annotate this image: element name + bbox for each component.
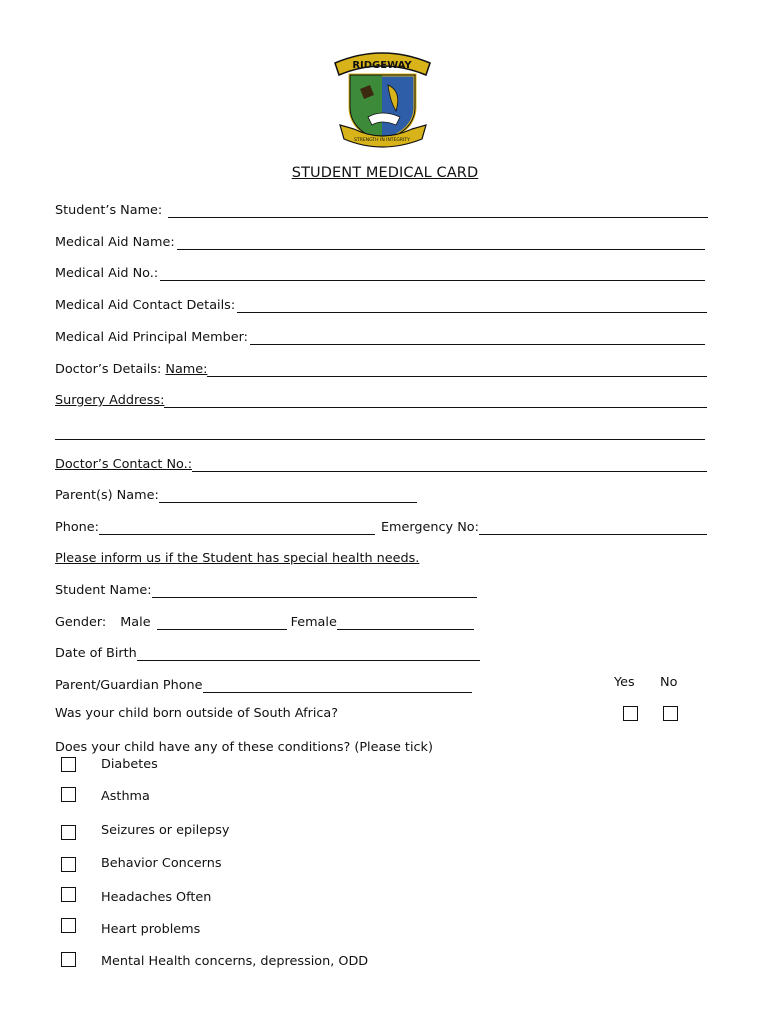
phone-line[interactable] xyxy=(99,520,375,535)
student-name-line[interactable] xyxy=(168,203,708,218)
medical-aid-principal-line[interactable] xyxy=(250,330,705,345)
medical-aid-principal-row xyxy=(55,325,705,345)
medical-aid-contact-label: Medical Aid Contact Details: xyxy=(55,298,236,313)
medical-aid-no-row xyxy=(55,261,705,281)
gender-row xyxy=(55,610,474,630)
born-outside-yes-checkbox[interactable] xyxy=(623,706,638,721)
parents-name-row xyxy=(55,483,417,503)
condition-label: Asthma xyxy=(101,789,150,804)
parents-name-line[interactable] xyxy=(159,488,417,503)
condition-label: Mental Health concerns, depression, ODD xyxy=(101,954,369,969)
diabetes-checkbox[interactable] xyxy=(61,757,76,772)
medical-aid-no-label: Medical Aid No.: xyxy=(55,266,159,281)
medical-aid-contact-row xyxy=(55,293,707,313)
sn-student-name-label: Student Name: xyxy=(55,583,152,598)
male-line[interactable] xyxy=(157,615,287,630)
emergency-no-line[interactable] xyxy=(479,520,707,535)
surgery-address-row-2 xyxy=(55,420,705,440)
doctors-details-row xyxy=(55,357,707,377)
doctors-details-label: Doctor’s Details: xyxy=(55,362,166,377)
sn-student-name-line[interactable] xyxy=(152,583,477,598)
doctors-name-label: Name: xyxy=(165,362,208,377)
dob-line[interactable] xyxy=(137,646,480,661)
surgery-address-line-2[interactable] xyxy=(55,425,705,440)
doctors-contact-label: Doctor’s Contact No.: xyxy=(55,457,193,472)
student-name-label: Student’s Name: xyxy=(55,203,163,218)
doctors-contact-row xyxy=(55,452,707,472)
phone-row xyxy=(55,515,707,535)
mental-health-checkbox[interactable] xyxy=(61,952,76,967)
parents-name-label: Parent(s) Name: xyxy=(55,488,159,503)
condition-label: Headaches Often xyxy=(101,890,212,905)
no-label: No xyxy=(660,675,678,690)
dob-row xyxy=(55,641,480,661)
condition-label: Diabetes xyxy=(101,757,158,772)
crest-motto-text: STRENGTH IN INTEGRITY xyxy=(354,138,410,143)
medical-aid-name-label: Medical Aid Name: xyxy=(55,235,175,250)
phone-label: Phone: xyxy=(55,520,99,535)
gender-label: Gender: xyxy=(55,615,107,630)
seizures-checkbox[interactable] xyxy=(61,825,76,840)
surgery-address-label: Surgery Address: xyxy=(55,393,165,408)
form-title: STUDENT MEDICAL CARD xyxy=(291,165,479,181)
school-crest-logo xyxy=(330,45,435,150)
medical-aid-name-line[interactable] xyxy=(177,235,705,250)
medical-aid-name-row xyxy=(55,230,705,250)
asthma-checkbox[interactable] xyxy=(61,787,76,802)
medical-aid-principal-label: Medical Aid Principal Member: xyxy=(55,330,248,345)
condition-label: Heart problems xyxy=(101,922,201,937)
crest-banner-text: RIDGEWAY xyxy=(352,60,412,71)
parent-guardian-phone-row xyxy=(55,673,472,693)
surgery-address-row xyxy=(55,388,707,408)
born-outside-question: Was your child born outside of South Africa? xyxy=(55,706,339,721)
emergency-no-label: Emergency No: xyxy=(380,520,479,535)
condition-label: Seizures or epilepsy xyxy=(101,823,230,838)
medical-aid-no-line[interactable] xyxy=(160,266,705,281)
female-line[interactable] xyxy=(337,615,474,630)
conditions-question: Does your child have any of these conditions? (Please tick) xyxy=(55,740,433,755)
heart-problems-checkbox[interactable] xyxy=(61,918,76,933)
female-label: Female xyxy=(290,615,337,630)
headaches-checkbox[interactable] xyxy=(61,887,76,902)
condition-label: Behavior Concerns xyxy=(101,856,222,871)
yes-label: Yes xyxy=(614,675,635,690)
special-needs-heading-row xyxy=(55,546,419,566)
male-label: Male xyxy=(120,615,151,630)
dob-label: Date of Birth xyxy=(55,646,137,661)
medical-aid-contact-line[interactable] xyxy=(237,298,707,313)
behavior-concerns-checkbox[interactable] xyxy=(61,857,76,872)
doctors-name-line[interactable] xyxy=(207,362,707,377)
parent-guardian-phone-line[interactable] xyxy=(203,678,472,693)
doctors-contact-line[interactable] xyxy=(192,457,707,472)
special-needs-heading: Please inform us if the Student has special health needs. xyxy=(55,551,420,566)
student-name-row xyxy=(55,198,708,218)
parent-guardian-phone-label: Parent/Guardian Phone xyxy=(55,678,203,693)
sn-student-name-row xyxy=(55,578,477,598)
surgery-address-line[interactable] xyxy=(164,393,707,408)
born-outside-no-checkbox[interactable] xyxy=(663,706,678,721)
